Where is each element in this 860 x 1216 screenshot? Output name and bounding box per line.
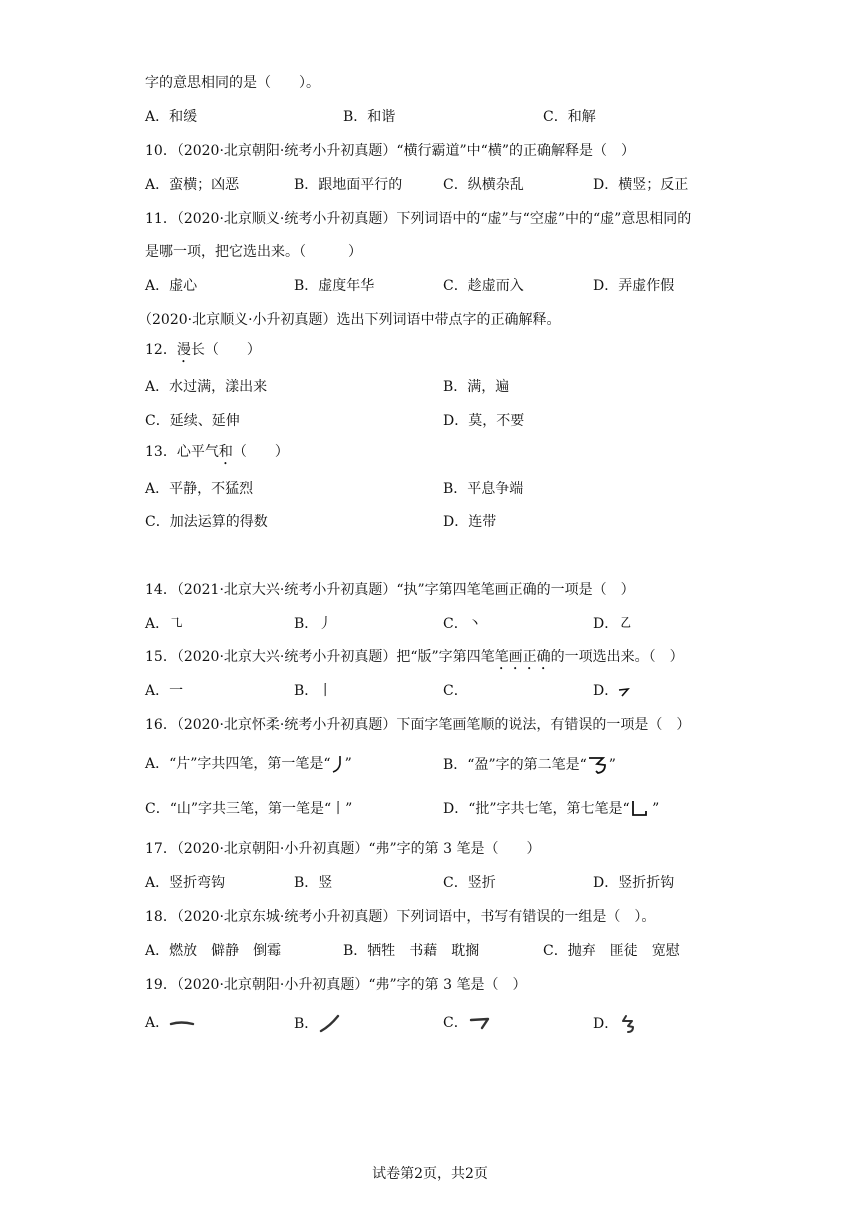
q19-option-a (145, 1014, 195, 1032)
q12-option-b: B．满，遍 (443, 379, 510, 395)
q12-rest: 长（ ） (190, 342, 261, 358)
question-16-stem: 16．（2020·北京怀柔·统考小升初真题）下面字笔画笔顺的说法，有错误的一项是（ ） (145, 717, 691, 733)
question-9-continuation: 字的意思相同的是（ ）。 (145, 75, 320, 91)
q17-option-b: B．竖 (294, 875, 333, 891)
q19-option-b (294, 1014, 342, 1034)
q13-rest: （ ） (232, 444, 289, 460)
q9-option-c: C．和解 (543, 109, 596, 125)
q9-option-a: A．和缓 (145, 109, 198, 125)
q16-option-d-close: ” (647, 801, 660, 817)
question-11-continuation: 是哪一项，把它选出来。（ ） (145, 244, 362, 260)
q13-dotted-char: 和 (218, 444, 233, 460)
q17-option-a: A．竖折弯钩 (145, 875, 226, 891)
q16-option-a-text: A．“片”字共四笔，第一笔是“ (145, 756, 331, 772)
stroke-pie-icon (318, 1014, 342, 1034)
q16-option-c: C．“山”字共三笔，第一笔是“丨” (145, 801, 353, 817)
q15-option-a: A．一 (145, 683, 184, 699)
q11-option-a: A．虚心 (145, 278, 198, 294)
q18-option-a: A．燃放 僻静 倒霉 (145, 943, 282, 959)
stroke-hengzhe-icon (618, 685, 630, 697)
q14-option-a: A．㇈ (145, 616, 184, 632)
q9-option-b: B．和谐 (343, 109, 396, 125)
question-12-stem (145, 341, 261, 366)
q17-option-c: C．竖折 (443, 875, 496, 891)
q12-dotted-char: 漫 (176, 342, 191, 358)
q13-option-b: B．平息争端 (443, 481, 524, 497)
question-13-stem (145, 443, 289, 468)
q12-option-c: C．延续、延伸 (145, 413, 240, 429)
q18-option-b: B．牺牲 书藉 耽搁 (343, 943, 480, 959)
question-14-stem: 14．（2021·北京大兴·统考小升初真题）“执”字第四笔笔画正确的一项是（ ） (145, 582, 635, 598)
q11-option-b: B．虚度年华 (294, 278, 375, 294)
q16-option-d-text: D．“批”字共七笔，第七笔是“ (443, 801, 630, 817)
q10-option-d: D．横竖；反正 (593, 177, 689, 193)
q16-option-b (443, 755, 616, 775)
stroke-shuwangou-icon (630, 800, 648, 818)
q10-option-a: A．蛮横；凶恶 (145, 177, 240, 193)
q12-option-a: A．水过满，漾出来 (145, 379, 268, 395)
q12-option-d: D．莫，不要 (443, 413, 525, 429)
q16-option-a (145, 755, 352, 773)
q18-option-c: C．抛弃 匪徒 宽慰 (543, 943, 680, 959)
q14-option-c: C．丶 (443, 616, 482, 632)
q13-option-c: C．加法运算的得数 (145, 514, 268, 530)
stroke-heng-icon (169, 1016, 195, 1030)
q15-dotted-text: 笔画正确 (494, 649, 551, 665)
q12-number: 12． (145, 342, 177, 358)
stroke-hengzhe-icon (468, 1015, 492, 1031)
q13-option-d: D．连带 (443, 514, 497, 530)
q19-option-c (443, 1014, 492, 1032)
q15-pre: 15．（2020·北京大兴·统考小升初真题）把“版”字第四笔 (145, 649, 495, 665)
question-11-stem: 11．（2020·北京顺义·统考小升初真题）下列词语中的“虚”与“空虚”中的“虚”意思相同的 (145, 211, 692, 227)
stroke-shupie-icon (331, 755, 345, 773)
q19-option-d-label: D． (593, 1016, 619, 1032)
question-19-stem: 19．（2020·北京朝阳·小升初真题）“弗”字的第 3 笔是（ ） (145, 977, 527, 993)
q19-option-b-label: B． (294, 1016, 319, 1032)
q15-option-d-label: D． (593, 683, 619, 699)
q11-option-d: D．弄虚作假 (593, 278, 675, 294)
q14-option-b: B．丿 (294, 616, 333, 632)
q10-option-c: C．纵横杂乱 (443, 177, 524, 193)
q10-option-b: B．跟地面平行的 (294, 177, 403, 193)
question-18-stem: 18．（2020·北京东城·统考小升初真题）下列词语中，书写有错误的一组是（ ）。 (145, 909, 656, 925)
q16-option-a-close: ” (344, 756, 352, 772)
q16-option-b-close: ” (608, 757, 616, 773)
q15-option-b: B．丨 (294, 683, 333, 699)
question-15-stem (145, 648, 684, 673)
q14-option-d: D．㇠ (593, 616, 633, 632)
q15-rest: 的一项选出来。（ ） (550, 649, 684, 665)
q19-option-d (593, 1014, 638, 1034)
q13-option-a: A．平静，不猛烈 (145, 481, 254, 497)
q19-option-a-label: A． (145, 1015, 170, 1031)
question-10-stem: 10．（2020·北京朝阳·统考小升初真题）“横行霸道”中“横”的正确解释是（ ） (145, 143, 635, 159)
q16-option-b-text: B．“盈”字的第二笔是“ (443, 757, 587, 773)
question-17-stem: 17．（2020·北京朝阳·小升初真题）“弗”字的第 3 笔是（ ） (145, 841, 541, 857)
stroke-hengzhezhegou-icon (618, 1014, 638, 1034)
q15-option-d (593, 682, 630, 700)
q16-option-d (443, 800, 659, 818)
group-intro: （2020·北京顺义·小升初真题）选出下列词语中带点字的正确解释。 (138, 312, 561, 328)
q17-option-d: D．竖折折钩 (593, 875, 675, 891)
page-footer: 试卷第2页，共2页 (372, 1166, 488, 1182)
q19-option-c-label: C． (443, 1015, 468, 1031)
q13-pre: 13．心平气 (145, 444, 219, 460)
q15-option-c: C． (443, 683, 468, 699)
q11-option-c: C．趁虚而入 (443, 278, 524, 294)
stroke-hengzhezhewangou-icon (587, 755, 609, 775)
